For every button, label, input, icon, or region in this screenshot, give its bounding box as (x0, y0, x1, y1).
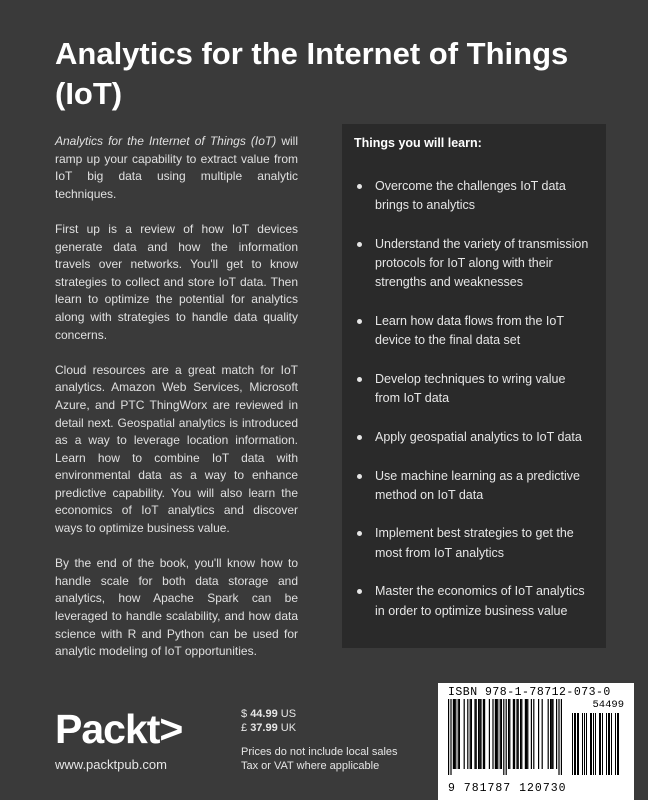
barcode-area (438, 683, 634, 800)
barcode-addon-bar (591, 713, 592, 775)
barcode-bar (503, 699, 504, 775)
barcode-bar (484, 699, 485, 769)
barcode-addon-bar (608, 713, 609, 775)
list-item (354, 524, 592, 562)
list-item (354, 312, 592, 350)
barcode-addon-bar (611, 713, 612, 775)
barcode-bar (548, 699, 549, 769)
barcode-bar (483, 699, 484, 769)
barcode-addon-bar (574, 713, 575, 775)
description-title-italic: Analytics for the Internet of Things (IoT) (55, 134, 277, 148)
description-paragraph-3: Cloud resources are a great match for IoT analytics. Amazon Web Services, Microsoft Azure, and PTC ThingWorx are reviewed in detail next. Geospatial analytics is introduced as a way to leverage location information. Learn how to combine IoT data with environmental data as a way to enhance predictive capability. You will also learn the economics of IoT analytics and discover ways to optimize business value. (55, 362, 298, 536)
price-note (241, 745, 398, 773)
barcode-bar (480, 699, 481, 769)
barcode-addon-bar (617, 713, 618, 775)
barcode-bar (538, 699, 539, 769)
barcode-addon-bar (609, 713, 610, 775)
bullet-icon (357, 377, 362, 382)
price-note-line: Prices do not include local sales (241, 746, 398, 758)
barcode-addon-bar (599, 713, 600, 775)
barcode-bar (552, 699, 553, 769)
barcode-addon-bar (586, 713, 587, 775)
barcode-bar (558, 699, 559, 775)
barcode-bar (497, 699, 498, 769)
price-amount: 44.99 (250, 708, 278, 720)
barcode-addon-bar (595, 713, 596, 775)
barcode-bar (489, 699, 490, 769)
barcode-bar (450, 699, 451, 775)
barcode-wrap (448, 699, 624, 782)
learn-list (354, 177, 592, 621)
barcode-bar (525, 699, 526, 769)
bullet-icon (357, 474, 362, 479)
isbn-label: ISBN 978-1-78712-073-0 (448, 686, 611, 699)
barcode-bar (496, 699, 497, 769)
price-note-line: Tax or VAT where applicable (241, 760, 380, 772)
book-title: Analytics for the Internet of Things (IoT) (55, 36, 569, 111)
barcode-bar (464, 699, 465, 769)
barcode-bar (521, 699, 522, 769)
list-item-text: Learn how data flows from the IoT device to the final data set (375, 314, 564, 348)
barcode-bar (471, 699, 472, 769)
book-description (55, 133, 298, 678)
barcode-bar (453, 699, 454, 769)
description-paragraph-4: By the end of the book, you'll know how to handle scale for both data storage and analytics, how Apache Spark can be leveraged to handle scalability, and how data science with R and Python can be used for analytic modeling of IoT opportunities. (55, 556, 298, 659)
list-item-text: Overcome the challenges IoT data brings to analytics (375, 179, 566, 213)
list-item (354, 467, 592, 505)
list-item-text: Understand the variety of transmission protocols for IoT along with their strengths and weaknesses (375, 236, 589, 290)
list-item (354, 370, 592, 408)
barcode-bar (561, 699, 562, 775)
barcode-bar (506, 699, 507, 775)
barcode-addon-bar (572, 713, 573, 775)
barcode-bar (531, 699, 532, 769)
barcode-addon-bar (606, 713, 607, 775)
barcode-addon-bar (575, 713, 576, 775)
barcode-bar (509, 699, 510, 769)
barcode-bar (458, 699, 459, 769)
description-text: will ramp up your capability to extract value from IoT big data using multiple analytic techniques. (55, 134, 298, 201)
learn-title: Things you will learn: (354, 136, 482, 150)
list-item-text: Implement best strategies to get the most from IoT analytics (375, 526, 574, 560)
price-amount: 37.99 (250, 722, 278, 734)
barcode-bar (550, 699, 551, 769)
barcode-addon-bar (577, 713, 578, 775)
barcode-addon-bar (590, 713, 591, 775)
barcode-bar (508, 699, 509, 769)
bullet-icon (357, 319, 362, 324)
price-usd (241, 707, 296, 721)
list-item-text: Master the economics of IoT analytics in order to optimize business value (375, 584, 585, 618)
currency-label: US (277, 708, 297, 720)
list-item (354, 235, 592, 293)
description-paragraph-2: First up is a review of how IoT devices generate data and how the information travels over networks. You'll get to know strategies to collect and store IoT data. Then learn to optimize the potential for analytics along with strategies to handle data quality concerns. (55, 221, 298, 342)
barcode-addon-bar (602, 713, 603, 775)
barcode-bar (454, 699, 455, 769)
barcode-addon-bar (618, 713, 619, 775)
list-item (354, 582, 592, 620)
currency-symbol: $ (241, 708, 251, 720)
bullet-icon (357, 184, 362, 189)
bullet-icon (357, 589, 362, 594)
barcode-bar (455, 699, 456, 769)
barcode-bar (526, 699, 527, 769)
barcode-bar (551, 699, 552, 769)
barcode-bar (476, 699, 477, 769)
barcode-bar (478, 699, 479, 769)
barcode-bar (500, 699, 501, 769)
list-item (354, 428, 592, 447)
barcode-bar (533, 699, 534, 769)
barcode-bar (516, 699, 517, 769)
barcode-addon-bar (584, 713, 585, 775)
barcode-bar (495, 699, 496, 769)
bullet-icon (357, 531, 362, 536)
barcode-bar (520, 699, 521, 769)
barcode-bar (556, 699, 557, 769)
barcode-bar (467, 699, 468, 769)
packt-logo: Packt> (55, 706, 183, 752)
bullet-icon (357, 242, 362, 247)
price-gbp (241, 721, 296, 735)
barcode-bar (527, 699, 528, 769)
publisher-url: www.packtpub.com (55, 757, 167, 772)
barcode-bar (470, 699, 471, 769)
barcode-bar (492, 699, 493, 769)
price-block (241, 707, 296, 735)
currency-symbol: £ (241, 722, 251, 734)
barcode-addon-bar (593, 713, 594, 775)
barcode-bar (474, 699, 475, 769)
barcode-bar (459, 699, 460, 769)
barcode-bar (479, 699, 480, 769)
list-item-text: Apply geospatial analytics to IoT data (375, 429, 582, 444)
list-item (354, 177, 592, 215)
barcode-bar (448, 699, 449, 775)
description-paragraph-1 (55, 133, 298, 203)
barcode-bar (501, 699, 502, 769)
barcode-addon-bar (582, 713, 583, 775)
isbn-number: 9 781787 120730 (448, 782, 567, 795)
learn-panel (342, 124, 606, 648)
list-item-text: Develop techniques to wring value from IoT data (375, 371, 566, 406)
barcode-bar (514, 699, 515, 769)
barcode-bar (542, 699, 543, 769)
barcode-addon-bar (615, 713, 616, 775)
barcode-bar (513, 699, 514, 769)
barcode-addon-bar (600, 713, 601, 775)
currency-label: UK (277, 722, 297, 734)
list-item-text: Use machine learning as a predictive method on IoT data (375, 468, 580, 502)
bullet-icon (357, 435, 362, 440)
price-code: 54499 (592, 699, 624, 711)
barcode-bar (518, 699, 519, 769)
barcode-addon-bar (578, 713, 579, 775)
